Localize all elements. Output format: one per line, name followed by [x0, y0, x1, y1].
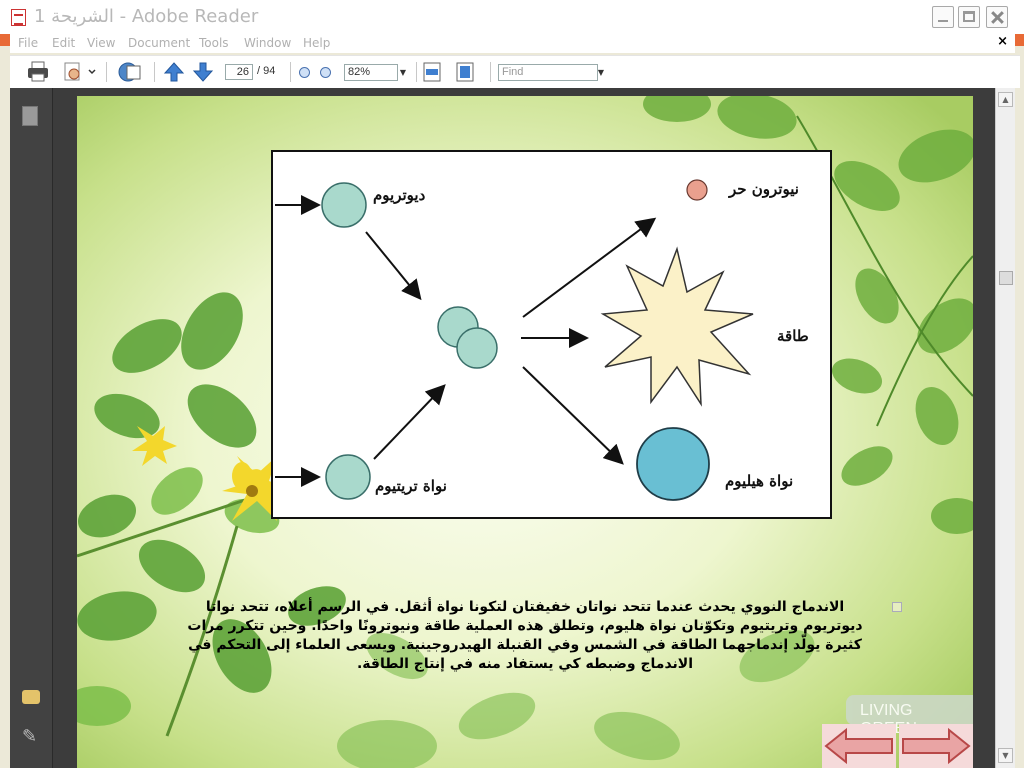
toolbar-separator [106, 62, 107, 82]
pages-icon[interactable] [22, 106, 38, 126]
menu-document[interactable]: Document [128, 36, 191, 50]
fit-page-icon[interactable] [455, 61, 475, 83]
window-title: الشريحة 1 - Adobe Reader [34, 6, 259, 27]
toolbar-separator [290, 62, 291, 82]
toolbar-separator [416, 62, 417, 82]
maximize-button[interactable] [958, 6, 980, 28]
zoom-in-icon[interactable] [320, 67, 331, 78]
attachments-icon[interactable]: ✎ [22, 726, 38, 747]
scroll-up-chevron-icon[interactable]: ▲ [998, 92, 1013, 107]
slide-body-text: الاندماج النووي يحدث عندما تتحد نواتان خفيفتان لتكونا نواة أثقل. في الرسم أعلاه، تتحد نواتا ديوتريوم وتريتيوم وتكوّنان نواة هليوم، وتطلق هذه العملية طاقة ونيوترونًا واحدًا. وحين تتكرر مرات كثيرة يولّد إندماجهما الطاقة في الشمس وفي القنبلة الهيدروجينية. ويسعى العلماء إلى التحكم في الاندماج وضبطه كي يستفاد منه في إنتاج الطاقة. [187, 599, 863, 672]
next-page-icon[interactable] [192, 61, 214, 83]
page-total: / 94 [257, 65, 276, 77]
menu-file[interactable]: File [18, 36, 39, 50]
window-frame [0, 88, 10, 768]
comments-icon[interactable] [22, 690, 40, 704]
arrow [523, 220, 653, 317]
page-number-input[interactable]: 26 [225, 64, 253, 80]
zoom-out-icon[interactable] [299, 67, 310, 78]
close-document-button[interactable]: × [997, 34, 1008, 49]
brand-text: LIVING [860, 702, 913, 719]
previous-slide-arrow-icon[interactable] [822, 724, 896, 768]
label-tritium-nucleus: نواة تريتيوم [375, 477, 447, 495]
menu-help[interactable]: Help [303, 36, 331, 50]
arrow [374, 387, 443, 459]
toolbar-separator [154, 62, 155, 82]
navigation-panel [0, 88, 53, 768]
minimize-button[interactable] [932, 6, 954, 28]
menu-tools[interactable]: Tools [199, 36, 229, 50]
arrow [523, 367, 621, 462]
label-helium-nucleus: نواة هيليوم [725, 472, 794, 490]
previous-page-icon[interactable] [163, 61, 185, 83]
fit-width-icon[interactable] [422, 61, 442, 83]
free-neutron-particle [687, 180, 707, 200]
arrow [366, 232, 419, 297]
scroll-down-chevron-icon[interactable]: ▼ [998, 748, 1013, 763]
toolbar [10, 55, 1020, 89]
pdf-app-icon [11, 9, 26, 26]
energy-burst [603, 249, 753, 404]
find-dropdown-chevron-icon[interactable]: ▼ [597, 68, 605, 77]
tritium-particle [326, 455, 370, 499]
fusion-diagram-graphic [273, 152, 830, 517]
deuterium-particle [322, 183, 366, 227]
find-input[interactable]: Find [498, 64, 598, 81]
living-green-badge [846, 695, 973, 725]
toolbar-separator [490, 62, 491, 82]
bullet-icon [892, 602, 902, 612]
label-free-neutron: نيوترون حر [729, 180, 799, 198]
label-energy: طاقة [777, 327, 809, 345]
close-window-button[interactable] [986, 6, 1008, 28]
menu-window[interactable]: Window [244, 36, 292, 50]
helium-nucleus-particle [637, 428, 709, 500]
label-deuterium: ديوتريوم [373, 186, 426, 204]
menu-bar [10, 34, 1015, 53]
fusion-diagram [271, 150, 832, 519]
print-icon[interactable] [26, 61, 50, 83]
zoom-level-input[interactable]: 82% [344, 64, 398, 81]
menu-edit[interactable]: Edit [52, 36, 76, 50]
zoom-dropdown-chevron-icon[interactable]: ▼ [399, 68, 407, 77]
vertical-scrollbar[interactable] [995, 88, 1016, 768]
select-tool-icon[interactable] [116, 61, 144, 83]
frame-accent-right [1015, 34, 1024, 46]
frame-accent-left [0, 34, 10, 46]
scrollbar-thumb[interactable] [999, 271, 1013, 285]
menu-view[interactable]: View [87, 36, 116, 50]
title-bar [0, 0, 1024, 35]
fusing-nucleus [457, 328, 497, 368]
window-frame [1015, 88, 1024, 768]
search-document-icon[interactable] [62, 61, 96, 83]
next-slide-arrow-icon[interactable] [899, 724, 973, 768]
